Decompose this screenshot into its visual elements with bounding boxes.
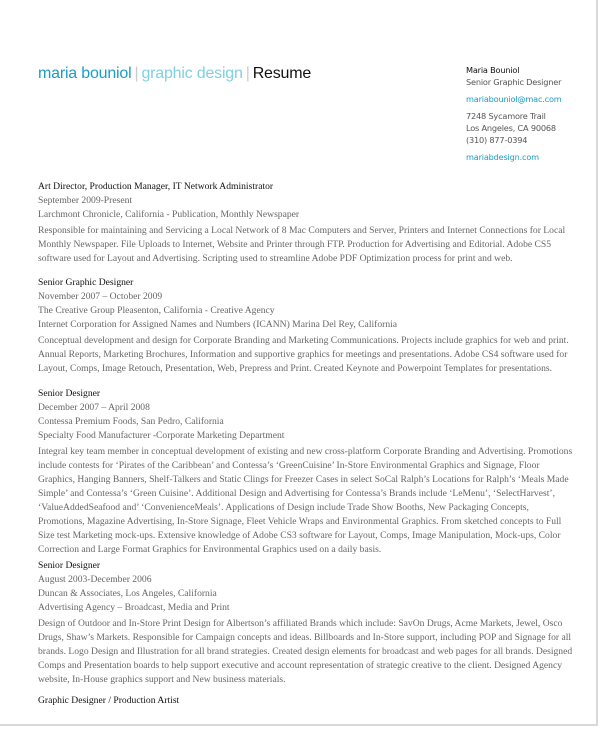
description-line: Comps and Presentation boards to help support executive and account representation of strategic creative to the client. Designed Agency	[38, 660, 563, 671]
description-line: Monthly Newspaper. File Uploads to Internet, Website and Printer through FTP. Production for Advertising and Editorial. Adobe CS5	[38, 239, 552, 250]
job-meta-line: November 2007 – October 2009	[38, 291, 163, 302]
job-title: Senior Designer	[38, 560, 101, 571]
description-line: Graphics, Hanging Banners, Shelf-Talkers and Static Clings for Freezer Cases in select SoCal Ralph’s Locations for Ralph’s ‘Meals Made	[38, 474, 569, 485]
description-line: Design of Outdoor and In-Store Print Design for Albertson’s affiliated Brands which include: SavOn Drugs, Acme Markets, Jewel, Osco	[38, 618, 563, 629]
job-meta-line: Contessa Premium Foods, San Pedro, California	[38, 416, 224, 427]
job-description	[38, 334, 569, 376]
job-title: Graphic Designer / Production Artist	[38, 695, 180, 706]
description-line: Conceptual development and design for Corporate Branding and Marketing Communications. Projects include graphics for web and print.	[38, 335, 569, 346]
description-line: website, In-House graphics support and New business materials.	[38, 674, 286, 685]
resume-title: maria bouniol | graphic design | Resume	[38, 65, 312, 82]
description-line: Integral key team member in conceptual development of existing and new cross-platform Corporate Branding and Advertising. Promotions	[38, 446, 573, 457]
job-section	[38, 180, 565, 266]
description-line: Size test Marketing mock-ups. Extensive knowledge of Adobe CS3 software for Layout, Comps, Image Manipulation, Mock-ups, Color	[38, 530, 561, 541]
description-line: Correction and Large Format Graphics for Environmental Graphics used on a daily basis.	[38, 544, 382, 555]
job-section	[38, 387, 572, 557]
job-description	[38, 617, 572, 687]
contact-role: Senior Graphic Designer	[466, 77, 562, 87]
phone: (310) 877-0394	[466, 135, 528, 145]
job-meta-line: September 2009-Present	[38, 195, 133, 206]
description-line: brands. Logo Design and Illustration for all brand strategies. Created design elements for broadcast and web pages for all brands. Designed	[38, 646, 573, 657]
description-line: ‘ValueAddedSeafood and’ ‘ConvenienceMeals’. Applications of Design include Trade Show Booths, New Packaging Concepts,	[38, 502, 529, 513]
website-link[interactable]: mariabdesign.com	[466, 152, 539, 162]
title-doc: Resume	[252, 65, 312, 82]
job-description	[38, 224, 565, 266]
job-meta-line: The Creative Group Pleasenton, California - Creative Agency	[38, 305, 275, 316]
job-title: Senior Graphic Designer	[38, 277, 134, 288]
job-meta-line: Larchmont Chronicle, California - Publication, Monthly Newspaper	[38, 209, 300, 220]
job-meta-line: Internet Corporation for Assigned Names and Numbers (ICANN) Marina Del Rey, California	[38, 319, 398, 330]
description-line: Simple’ and Contessa’s ‘Green Cuisine’. Additional Design and Advertising for Contessa’s Brands include ‘LeMenu’, ‘SelectHarvest’,	[38, 488, 555, 499]
job-meta-line: Specialty Food Manufacturer -Corporate Marketing Department	[38, 430, 285, 441]
description-line: Promotions, Magazine Advertising, In-Store Signage, Fleet Vehicle Wraps and Environmental Graphics. From sketched concepts to Full	[38, 516, 562, 527]
job-title: Senior Designer	[38, 388, 101, 399]
description-line: Responsible for maintaining and Servicing a Local Network of 8 Mac Computers and Server, Printers and Internet Connections for Local	[38, 225, 566, 236]
job-meta-line: December 2007 – April 2008	[38, 402, 150, 413]
title-name: maria bouniol	[38, 65, 132, 82]
contact-name: Maria Bouniol	[466, 65, 520, 75]
address-line-1: 7248 Sycamore Trail	[466, 111, 546, 121]
description-line: include contests for ‘Pirates of the Caribbean’ and Contessa’s ‘GreenCuisine’ In-Store Environmental Graphics and Signage, Floor	[38, 460, 540, 471]
job-section	[38, 559, 572, 687]
job-title: Art Director, Production Manager, IT Network Administrator	[38, 181, 274, 192]
job-meta-line: August 2003-December 2006	[38, 574, 152, 585]
description-line: Layout, Comps, Image Retouch, Presentation, Web, Prepress and Print. Created Keynote and Powerpoint Templates for presentations.	[38, 363, 553, 374]
title-field: graphic design	[141, 65, 243, 82]
description-line: Drugs, Shaw’s Markets. Responsible for Campaign concepts and ideas. Billboards and In-Store support, including POP and Signage for all	[38, 632, 572, 643]
description-line: software used for Layout and Advertising. Scripting used to streamline Adobe PDF Optimization process for print and web.	[38, 253, 513, 264]
job-section	[38, 694, 179, 708]
description-line: Annual Reports, Marketing Brochures, Information and supportive graphics for meetings and presentations. Adobe CS4 software used for	[38, 349, 568, 360]
contact-block	[466, 64, 562, 163]
job-section	[38, 276, 569, 376]
email-link[interactable]: mariabouniol@mac.com	[466, 94, 562, 104]
job-description	[38, 445, 572, 557]
job-meta-line: Advertising Agency – Broadcast, Media and Print	[38, 602, 230, 613]
job-meta-line: Duncan & Associates, Los Angeles, California	[38, 588, 217, 599]
address-line-2: Los Angeles, CA 90068	[466, 123, 556, 133]
